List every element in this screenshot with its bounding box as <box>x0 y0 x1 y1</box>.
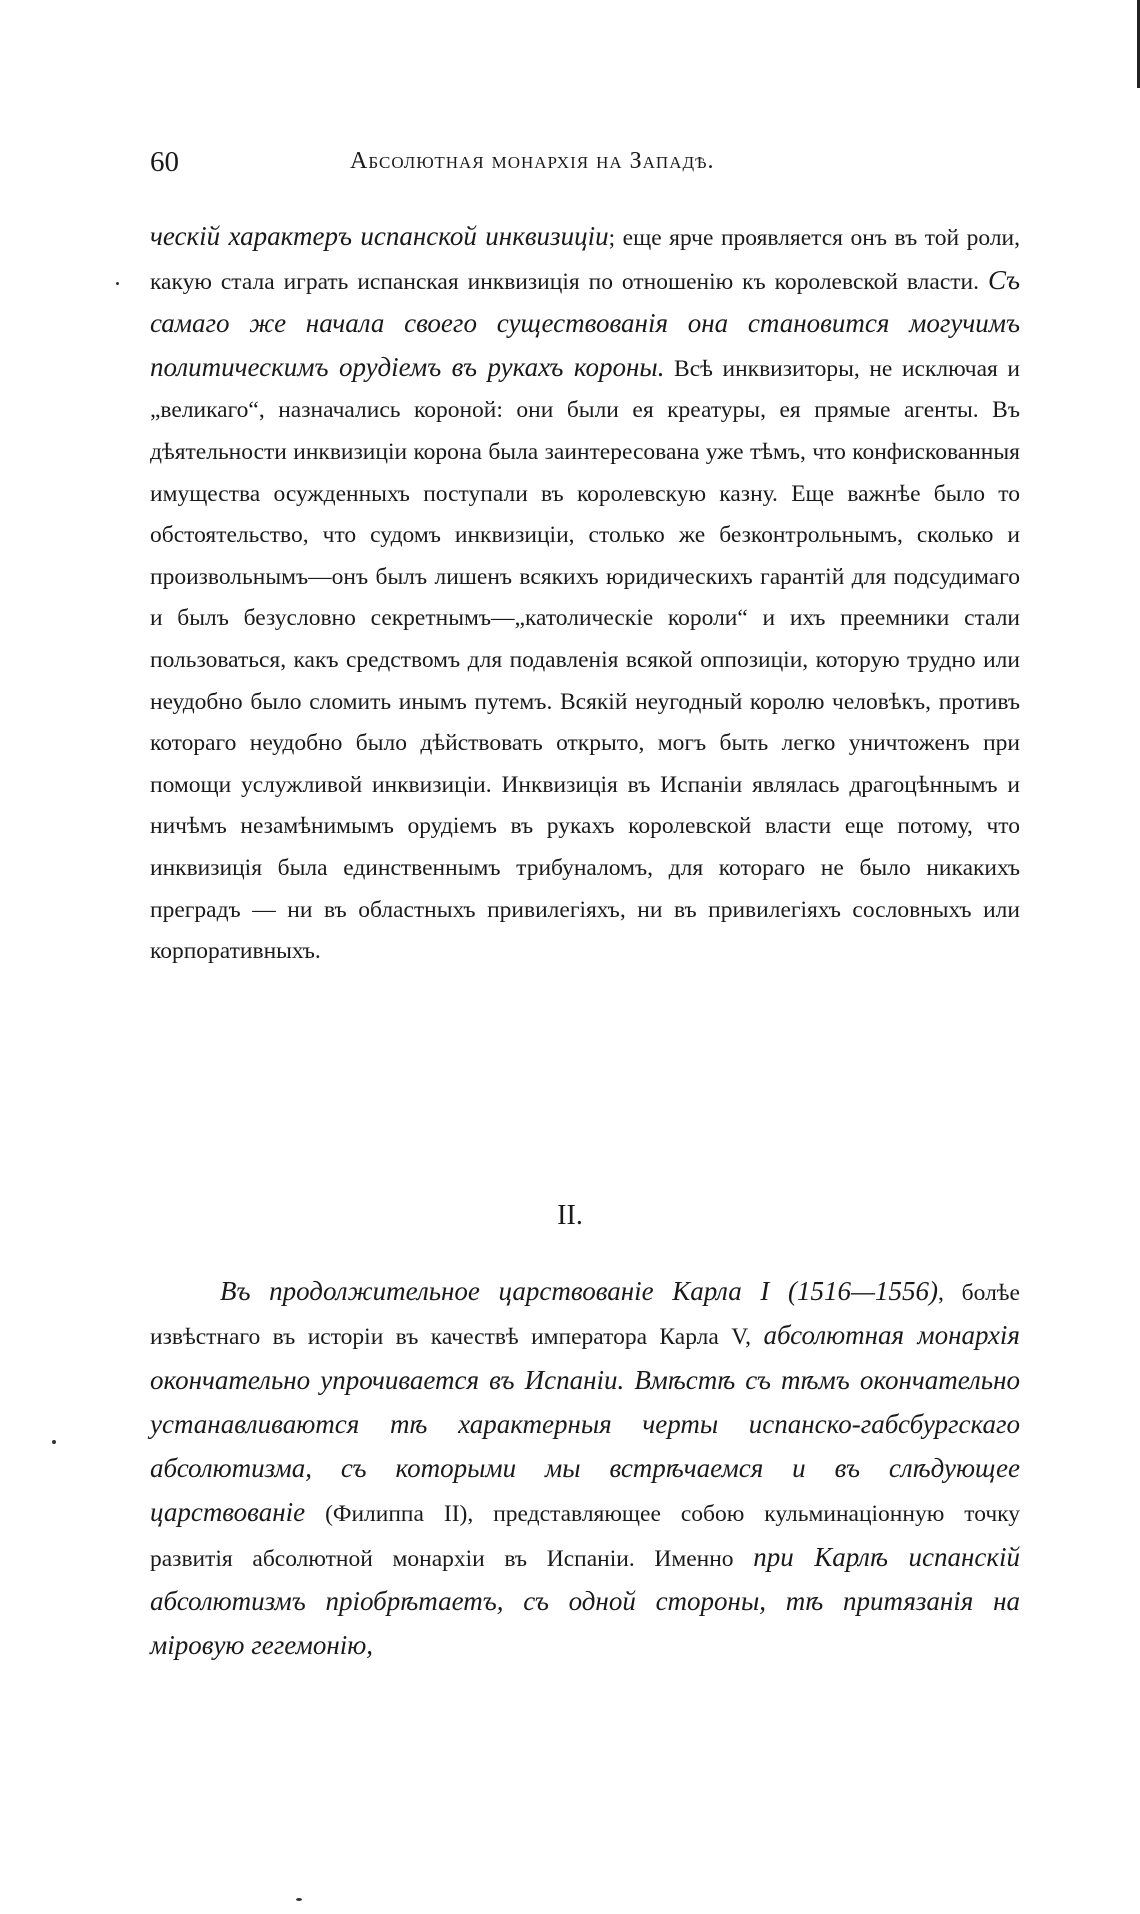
running-title: Абсолютная монархія на Западѣ. <box>350 148 715 174</box>
text-run: при Карлѣ испанскій абсолютизмъ пріобрѣтаетъ, съ одной стороны, тѣ притязанія на міровую гегемонію, <box>150 1541 1020 1661</box>
print-speck <box>296 1898 302 1901</box>
page-header <box>150 146 1020 186</box>
paragraph-charles-reign <box>150 1270 1020 1669</box>
text-run: ческій характеръ испанской инквизиціи <box>150 221 609 251</box>
text-run: ; еще ярче проявляется онъ въ той роли, какую стала играть испанская инквизиція по отношенію къ королевской власти. <box>150 225 1020 295</box>
text-run: Всѣ инквизиторы, не исключая и „великаго“, назначались короной: они были ея креатуры, ея прямые агенты. Въ дѣятельности инквизиціи корона была заинтересована уже тѣмъ, что конфискованныя имущества осужденныхъ поступали въ королевскую казну. Еще важнѣе было то обстоятельство, что судомъ инквизиціи, столько же безконтрольнымъ, сколько и произвольнымъ—онъ былъ лишенъ всякихъ юридическихъ гарантій для подсудимаго и былъ безусловно секретнымъ—„католическіе короли“ и ихъ преемники стали пользоваться, какъ средствомъ для подавленія всякой оппозиціи, которую трудно или неудобно было сломить инымъ путемъ. Всякій неугодный королю человѣкъ, противъ котораго неудобно было дѣйствовать открыто, могъ быть легко уничтоженъ при помощи услужливой инквизиціи. Инквизиція въ Испаніи являлась драгоцѣннымъ и ничѣмъ незамѣнимымъ орудіемъ въ рукахъ королевской власти еще потому, что инквизиція была единственнымъ трибуналомъ, для котораго не было никакихъ преградъ — ни въ областныхъ привилегіяхъ, ни въ привилегіяхъ сословныхъ или корпоративныхъ. <box>150 355 1020 965</box>
page-number: 60 <box>150 146 179 178</box>
print-speck <box>116 282 119 285</box>
text-run: абсолютная монархія окончательно упрочивается въ Испаніи. Вмѣстѣ съ тѣмъ окончательно устанавливаются тѣ характерныя черты испанско-габсбургскаго абсолютизма, съ которыми мы встрѣчаемся и въ слѣдующее царствованіе <box>150 1320 1020 1528</box>
print-speck <box>52 1440 56 1444</box>
text-run: Съ самаго же начала своего существованія она становится могучимъ политическимъ орудіемъ въ рукахъ короны. <box>150 264 1020 382</box>
paragraph-inquisition <box>150 216 1020 973</box>
text-run: , болѣе извѣстнаго въ исторіи въ качествѣ императора Карла V, <box>150 1280 1020 1351</box>
text-run: Въ продолжительное царствованіе Карла I (1516—1556) <box>220 1276 939 1306</box>
section-number: II. <box>557 1200 583 1231</box>
text-run: (Филиппа II), представляющее собою кульминаціонную точку развитія абсолютной монархіи въ Испаніи. Именно <box>150 1501 1020 1572</box>
